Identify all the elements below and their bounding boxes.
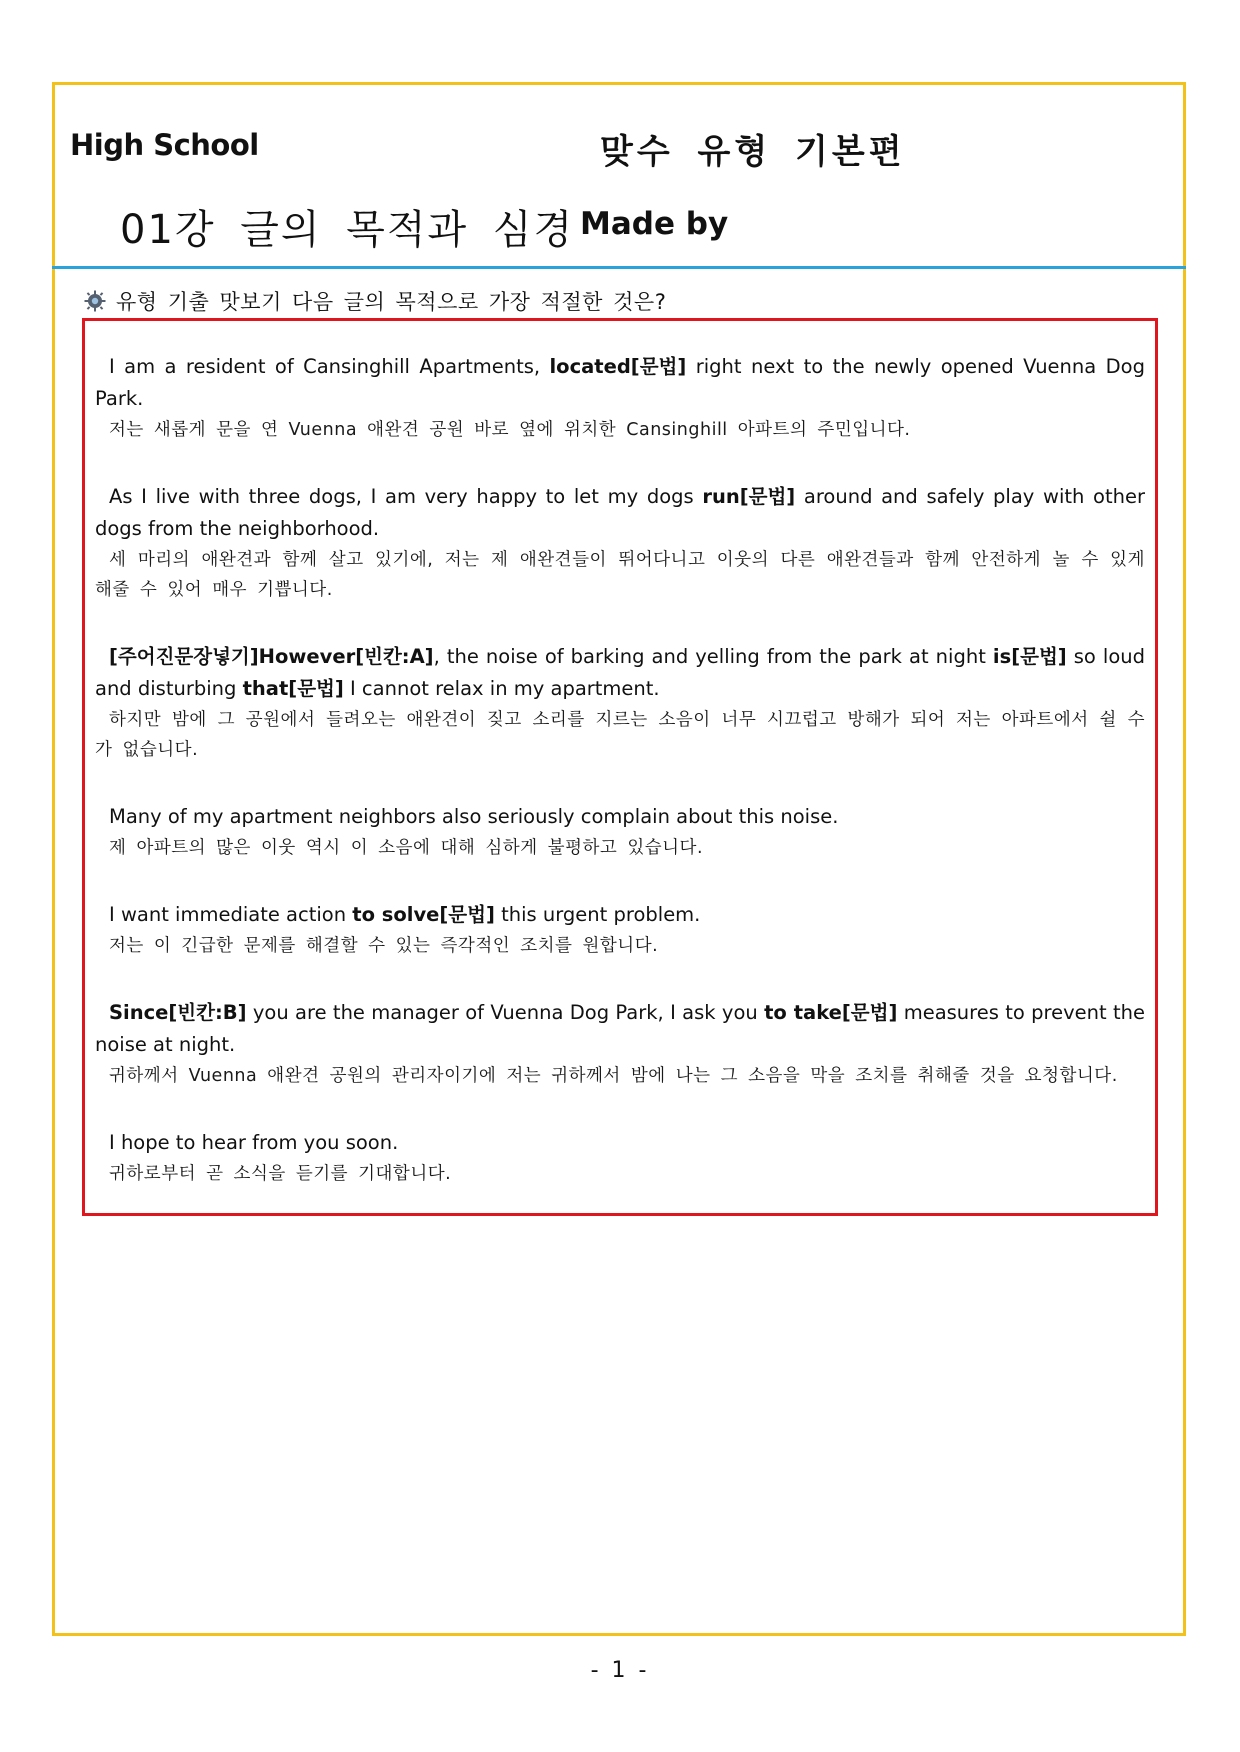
question-prompt <box>84 286 666 316</box>
question-text: 유형 기출 맛보기 다음 글의 목적으로 가장 적절한 것은? <box>116 290 667 314</box>
grammar-marker: that[문법] <box>242 677 344 700</box>
sentence-text: As I live with three dogs, I am very happy to let my dogs <box>109 485 703 508</box>
passage-box <box>82 318 1158 1216</box>
korean-translation: 저는 새롭게 문을 연 Vuenna 애완견 공원 바로 옆에 위치한 Cansinghill 아파트의 주민입니다. <box>109 420 911 440</box>
passage-paragraph <box>95 997 1145 1091</box>
passage-paragraph <box>95 801 1145 863</box>
sentence-text: around and safely play with other dogs from the neighborhood. <box>95 485 1145 540</box>
sentence-text: right next to the newly opened Vuenna Dog Park. <box>95 355 1145 410</box>
english-sentence <box>95 899 1145 931</box>
grammar-marker: to solve[문법] <box>352 903 495 926</box>
sentence-text: you are the manager of Vuenna Dog Park, I ask you <box>246 1001 765 1024</box>
page-number: - 1 - <box>590 1658 650 1683</box>
level-label: High School <box>70 128 259 162</box>
english-sentence <box>95 997 1145 1061</box>
korean-translation: 세 마리의 애완견과 함께 살고 있기에, 저는 제 애완견들이 뛰어다니고 이웃의 다른 애완견들과 함께 안전하게 놀 수 있게 해줄 수 있어 매우 기쁩니다. <box>95 550 1145 600</box>
passage-content <box>95 351 1145 1225</box>
header-divider <box>52 266 1186 269</box>
series-title: 맞수 유형 기본편 <box>600 132 906 172</box>
korean-translation: 귀하로부터 곧 소식을 듣기를 기대합니다. <box>109 1164 452 1184</box>
sentence-text: I want immediate action <box>109 903 353 926</box>
grammar-marker: is[문법] <box>992 645 1067 668</box>
grammar-marker: to take[문법] <box>764 1001 898 1024</box>
grammar-marker: Since[빈칸:B] <box>109 1001 247 1024</box>
english-sentence <box>95 481 1145 545</box>
lesson-title: 01강 글의 목적과 심경 <box>120 207 575 253</box>
passage-paragraph <box>95 351 1145 445</box>
passage-paragraph <box>95 1127 1145 1189</box>
sentence-text: Many of my apartment neighbors also seriously complain about this noise. <box>109 805 839 828</box>
grammar-marker: located[문법] <box>549 355 687 378</box>
sentence-text: , the noise of barking and yelling from the park at night <box>433 645 993 668</box>
sentence-text: measures to prevent the noise at night. <box>95 1001 1146 1056</box>
sentence-text: this urgent problem. <box>494 903 701 926</box>
passage-paragraph <box>95 899 1145 961</box>
grammar-marker: run[문법] <box>702 485 796 508</box>
sentence-text: I am a resident of Cansinghill Apartments, <box>109 355 550 378</box>
english-sentence <box>95 1127 1145 1159</box>
sentence-text: I cannot relax in my apartment. <box>343 677 660 700</box>
grammar-marker: [주어진문장넣기]However[빈칸:A] <box>109 645 434 668</box>
passage-paragraph <box>95 481 1145 605</box>
korean-translation: 하지만 밤에 그 공원에서 들려오는 애완견이 짖고 소리를 지르는 소음이 너무 시끄럽고 방해가 되어 저는 아파트에서 쉴 수가 없습니다. <box>95 710 1145 760</box>
sentence-text: so loud and disturbing <box>95 645 1145 700</box>
korean-translation: 저는 이 긴급한 문제를 해결할 수 있는 즉각적인 조치를 원합니다. <box>109 936 659 956</box>
korean-translation: 귀하께서 Vuenna 애완견 공원의 관리자이기에 저는 귀하께서 밤에 나는 그 소음을 막을 조치를 취해줄 것을 요청합니다. <box>109 1066 1118 1086</box>
english-sentence <box>95 801 1145 833</box>
english-sentence <box>95 641 1145 705</box>
english-sentence <box>95 351 1145 415</box>
korean-translation: 제 아파트의 많은 이웃 역시 이 소음에 대해 심하게 불평하고 있습니다. <box>109 838 704 858</box>
passage-paragraph <box>95 641 1145 765</box>
gear-icon <box>84 290 106 312</box>
made-by-label: Made by <box>580 206 729 242</box>
sentence-text: I hope to hear from you soon. <box>109 1131 399 1154</box>
